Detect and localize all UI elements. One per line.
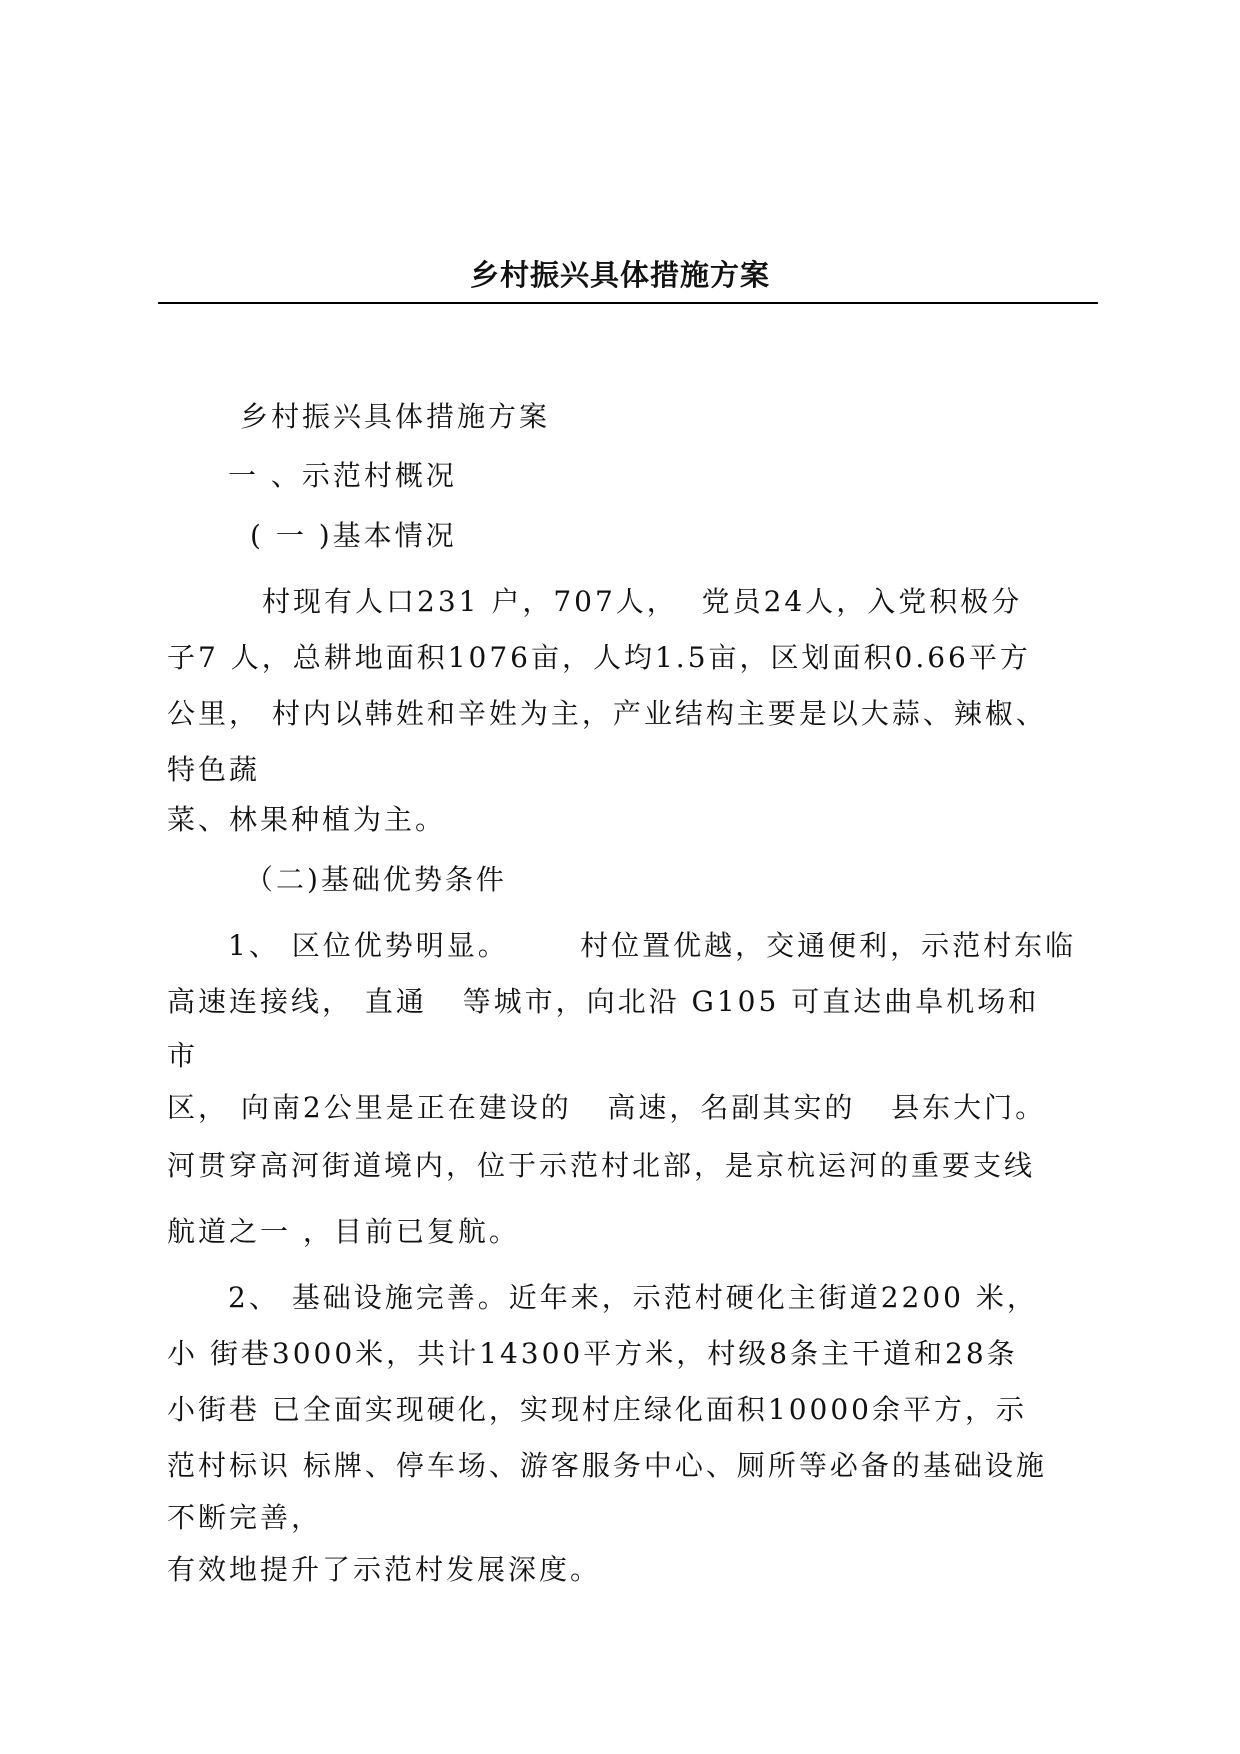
paragraph-line: 河贯穿高河街道境内，位于示范村北部，是京杭运河的重要支线 [167, 1149, 1036, 1182]
paragraph-line: 1、 区位优势明显。 村位置优越，交通便利，示范村东临 [228, 929, 1077, 962]
paragraph-line: 小 街巷3000米，共计14300平方米，村级8条主干道和28条 [167, 1337, 1018, 1370]
paragraph-line: 小街巷 已全面实现硬化，实现村庄绿化面积10000余平方，示 [167, 1393, 1027, 1426]
paragraph-line: 2、 基础设施完善。近年来，示范村硬化主街道2200 米， [228, 1281, 1038, 1314]
paragraph-line: 公里， 村内以韩姓和辛姓为主，产业结构主要是以大蒜、辣椒、 [167, 697, 1047, 730]
heading-doc-name: 乡村振兴具体措施方案 [240, 400, 551, 433]
heading-subsection-2: （二)基础优势条件 [245, 863, 507, 896]
paragraph-line: 不断完善， [167, 1501, 323, 1534]
paragraph-line: 有效地提升了示范村发展深度。 [167, 1553, 602, 1586]
paragraph-line: 特色蔬 [167, 753, 261, 786]
paragraph-line: 高速连接线， 直通 等城市，向北沿 G105 可直达曲阜机场和 [167, 985, 1040, 1018]
paragraph-line: 航道之一 ，目前已复航。 [167, 1215, 520, 1248]
paragraph-line: 村现有人口231 户，707人， 党员24人，入党积极分 [262, 585, 1023, 618]
paragraph-line: 范村标识 标牌、停车场、游客服务中心、厕所等必备的基础设施 [167, 1449, 1047, 1482]
heading-section-1: 一 、示范村概况 [228, 459, 457, 492]
title-divider [158, 302, 1098, 304]
paragraph-line: 区， 向南2公里是正在建设的 高速，名副其实的 县东大门。 [167, 1091, 1047, 1124]
paragraph-line: 菜、林果种植为主。 [167, 803, 447, 836]
paragraph-line: 市 [167, 1039, 199, 1072]
document-title: 乡村振兴具体措施方案 [469, 258, 770, 292]
paragraph-line: 子7 人，总耕地面积1076亩，人均1.5亩，区划面积0.66平方 [167, 641, 1031, 674]
heading-subsection-1: ( 一 )基本情况 [250, 519, 457, 552]
